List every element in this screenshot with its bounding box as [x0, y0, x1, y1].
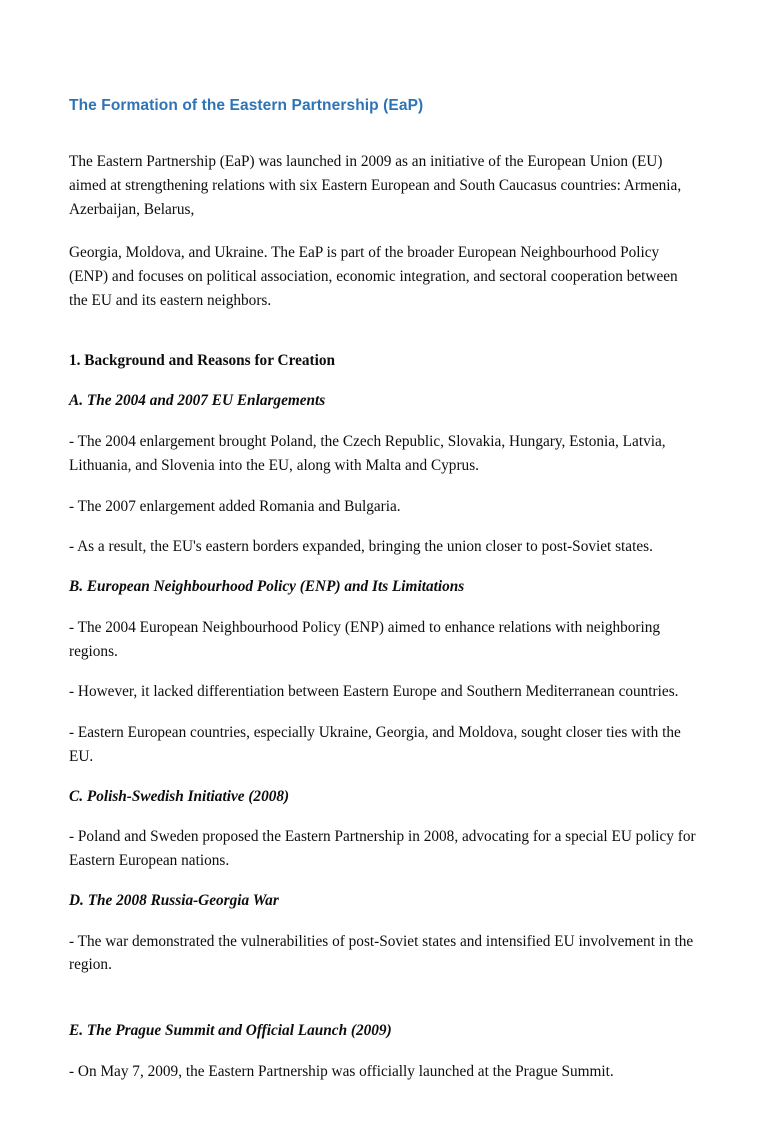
- intro-paragraph-2: Georgia, Moldova, and Ukraine. The EaP is part of the broader European Neighbourhood Policy (ENP) and focuses on political association, economic integration, and sectoral cooperation between the EU and its eastern neighbors.: [69, 244, 678, 309]
- section-spacer: [69, 994, 696, 1020]
- list-item: - However, it lacked differentiation between Eastern Europe and Southern Mediterranean countries.: [69, 683, 679, 701]
- subsection-heading-e: E. The Prague Summit and Official Launch (2009): [69, 1022, 392, 1040]
- list-item: - The 2004 enlargement brought Poland, the Czech Republic, Slovakia, Hungary, Estonia, Latvia, Lithuania, and Slovenia into the EU, along with Malta and Cyprus.: [69, 433, 666, 474]
- subsection-heading-c: C. Polish-Swedish Initiative (2008): [69, 787, 290, 805]
- list-item: - The 2004 European Neighbourhood Policy (ENP) aimed to enhance relations with neighboring regions.: [69, 618, 661, 660]
- list-item: - Eastern European countries, especially Ukraine, Georgia, and Moldova, sought closer ties with the EU.: [69, 724, 681, 765]
- list-item: - Poland and Sweden proposed the Eastern Partnership in 2008, advocating for a special EU policy for Eastern European nations.: [69, 828, 696, 870]
- section-heading-background: 1. Background and Reasons for Creation: [69, 352, 336, 370]
- page-title: The Formation of the Eastern Partnership (EaP): [69, 97, 424, 114]
- list-item: - On May 7, 2009, the Eastern Partnership was officially launched at the Prague Summit.: [69, 1063, 614, 1081]
- subsection-heading-b: B. European Neighbourhood Policy (ENP) and Its Limitations: [69, 578, 465, 596]
- list-item: - As a result, the EU's eastern borders expanded, bringing the union closer to post-Soviet states.: [69, 538, 653, 556]
- intro-paragraph-1: The Eastern Partnership (EaP) was launched in 2009 as an initiative of the European Union (EU) aimed at strengthening relations with six Eastern European and South Caucasus countries: Armenia, Azerbaijan, Belarus,: [69, 153, 682, 218]
- list-item: - The 2007 enlargement added Romania and Bulgaria.: [69, 497, 401, 515]
- subsection-heading-d: D. The 2008 Russia-Georgia War: [69, 891, 279, 909]
- subsection-heading-a: A. The 2004 and 2007 EU Enlargements: [69, 392, 326, 410]
- list-item: - The war demonstrated the vulnerabilities of post-Soviet states and intensified EU involvement in the region.: [69, 932, 694, 974]
